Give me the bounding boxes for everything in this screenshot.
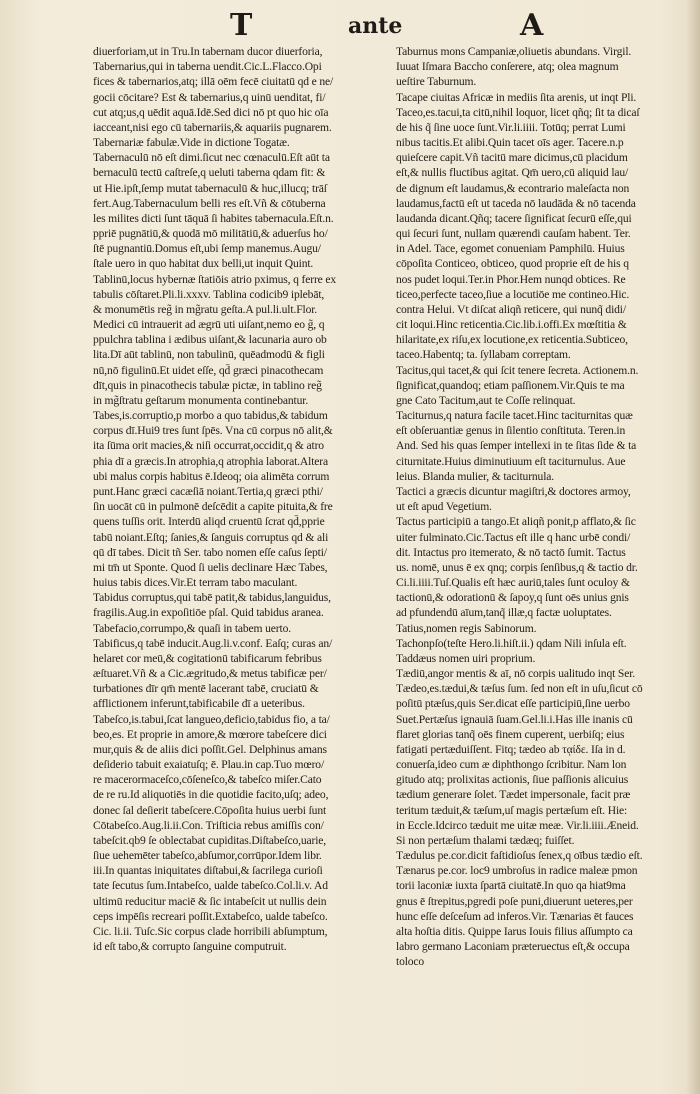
text-line: Taceo,es.tacui,ta citū,nihil loquor, licet qñq; ſit ta dicaſ — [396, 105, 640, 119]
text-line: nos pudet loqui.Ter.in Phor.Hem nunqd obtices. Re — [396, 272, 626, 286]
text-line: dīt,quis in pinacothecis tabulæ pictæ, in tablino reg̃ — [93, 378, 322, 392]
header-initial-right: A — [520, 8, 544, 43]
text-line: Tabernarius,qui in taberna uendit.Cic.L.Flacco.Opi — [93, 60, 322, 74]
text-line: tate ſecutus ſum.Intabeſco, ualde tabeſco.Col.li.v. Ad — [93, 879, 328, 893]
text-line: helaret cor meū,& cogitationū tabificarum febribus — [93, 651, 322, 665]
text-line: ſiue uehemēter tabeſco,abſumor,corrūpor.Idem libr. — [93, 849, 322, 863]
text-line: ultimū reducitur maciē & ſic intabeſcit ut nullis dein — [93, 894, 327, 908]
text-line: labro germano Laconiam præteruectus eſt,& occupa — [396, 940, 630, 954]
text-line: fragilis.Aug.in expoſitiōe pſal. Quid tabidus aranea. — [93, 606, 324, 620]
text-line: laudamus,factū eſt ut taceda nō laudāda & nō tacenda — [396, 196, 636, 210]
text-line: us. nomē, unus ē ex qnq; corpis ſenſibus,q & tactio dr. — [396, 560, 638, 574]
text-line: de dignum eſt laudamus,& econtrario maleſacta non — [396, 181, 630, 195]
text-line: diuerforiam,ut in Tru.In tabernam ducor diuerforia, — [93, 45, 323, 58]
text-line: conuerſa,ideo cum æ diphthongo ſcribitur. Nam lon — [396, 758, 627, 772]
text-line: gnus ē ſtrepitus,pgredi poſe puni,diuerunt ueteres,per — [396, 894, 633, 908]
text-line: ad pfundendū aīum,tanq̃ illæ,q factæ uoluptates. — [396, 606, 612, 620]
text-line: uiter fulminato.Cic.Tactus eſt ille q hanc urbē condi/ — [396, 530, 631, 544]
text-line: id eſt tabo,& corrupto ſanguine computruit. — [93, 940, 287, 954]
text-line: tactionū,& odorationū & ſapoy,q ſunt oēs unius gnis — [396, 591, 629, 605]
text-line: beo,es. Et proprie in amore,& mœrore tabeſcere dici — [93, 727, 327, 741]
text-line: fices & tabernarios,atq; illā oēm fecē ciuitatū qd e ne/ — [93, 75, 334, 89]
text-line: ueſtire Taburnum. — [396, 75, 477, 89]
text-line: gocii cōcitare? Est & tabernarius,q uinū uenditat, fi/ — [93, 90, 326, 104]
text-line: gne Cato Tacitum,aut te Coſſe relinquat. — [396, 393, 576, 407]
text-line: corpus dī.Hui9 tres ſunt ſpēs. Vna cū corpus nō alit,& — [93, 424, 333, 438]
text-line: ticeo,perfecte taceo,ſiue a locutiōe me contineo.Hic. — [396, 287, 630, 301]
text-line: leius. Blanda mulier, & taciturnula. — [396, 469, 555, 483]
text-line: torii laconiæ iuxta ſpartā ciuitatē.In quo qa hiat9ma — [396, 879, 626, 893]
text-line: Suet.Pertæſus ignauiā ſuam.Gel.li.i.Has ille inanis cū — [396, 712, 633, 726]
text-line: Tædulus pe.cor.dicit faſtidioſus ſenex,q oībus tædio eſt. — [396, 849, 643, 863]
text-line: iii.In quantas iniquitates diſtabui,& ſacrilega curioſi — [93, 864, 323, 878]
text-line: ut eſt apud Vegetium. — [396, 500, 492, 514]
text-line: Tædeo,es.tædui,& tæſus ſum. ſed non eſt in uſu,ſicut cō — [396, 682, 643, 696]
text-line: in mg̃ſtratu geſtarum monumenta continebantur. — [93, 393, 309, 407]
text-line: Tabificus,q tabē inducit.Aug.li.v.conf. Eaſq; curas an/ — [93, 636, 333, 650]
text-line: Iuuat Iſmara Baccho conſerere, atq; olea magnum — [396, 60, 619, 74]
text-line: donec ſal deſierit tabeſcere.Cōpoſita huius uerbi ſunt — [93, 803, 327, 817]
text-line: Tænarus pe.cor. loc9 umbroſus in radice maleæ pmon — [396, 864, 638, 878]
text-line: hunc eſſe deſceſum ad inferos.Vir. Tænarias ēt fauces — [396, 909, 634, 923]
text-line: Tactus participiū a tango.Et aliqñ ponit,p afflato,& ſic — [396, 515, 636, 529]
text-line: fert.Aug.Tabernaculum belli res eſt.Vñ & cōtuberna — [93, 196, 326, 210]
text-line: de re ru.Id aliquotiēs in die quotidie facito,uſq; adeo, — [93, 788, 329, 802]
text-line: Tabernariæ fabulæ.Vide in dictione Togatæ. — [93, 136, 290, 150]
text-line: Tablinū,locus hybernæ ſtatiōis atrio pximus, q ferre ex — [93, 272, 337, 286]
text-line: mur,quis & de aliis dici poſſit.Gel. Delphinus amans — [93, 742, 327, 756]
text-line: turbationes dīr qm̄ mentē lacerant tabē, cruciatū & — [93, 682, 319, 696]
text-line: ſignificat,quandoq; etiam paſſionem.Vir.Quis te ma — [396, 378, 625, 392]
text-line: punt.Hanc græci cacæſiā noiant.Tertia,q græci pthi/ — [93, 484, 323, 498]
text-line: lita.Dī aūt tablinū, non tabulinū, quēadmodū & figli — [93, 348, 325, 362]
text-line: cōpoſita Conticeo, obticeo, quod proprie eſt de his q — [396, 257, 629, 271]
text-line: Tabefacio,corrumpo,& quaſi in tabem uerto. — [93, 621, 291, 635]
text-line: iacceant,nisi ego cū tabernariis,& aquariis pugnarem. — [93, 120, 332, 134]
text-line: Taburnus mons Campaniæ,oliuetis abundans. Virgil. — [396, 45, 632, 58]
text-line: Si non pertæſum thalami tædæq; fuiſſet. — [396, 833, 575, 847]
text-line: citurnitate.Huius diminutiuum eſt taciturnulus. Aue — [396, 454, 626, 468]
text-line: quieſcere capit.Vñ tacitū mare dicimus,cū placidum — [396, 151, 628, 165]
text-line: Ci.li.iiii.Tuſ.Qualis eſt hæc auriū,tales ſunt oculoy & — [396, 576, 630, 590]
text-line: Tatius,nomen regis Sabinorum. — [396, 621, 537, 635]
text-line: huius tabis dices.Vir.Et terram tabo maculant. — [93, 576, 298, 590]
text-line: Cic. li.ii. Tuſc.Sic corpus clade horribili abſumptum, — [93, 924, 328, 938]
text-line: afflictionem inferunt,tabificabile dī a ueteribus. — [93, 697, 305, 711]
text-line: mi tm̄ ut Sponte. Quod ſi uelis declinare Hæc Tabes, — [93, 560, 328, 574]
text-line: eſt obſeruantiæ genus in ſilentio conſtituta. Teren.in — [396, 424, 626, 438]
text-line: deſiderio tabuit exaiatuſq; ē. Plau.in cap.Tuo mœro/ — [93, 758, 325, 772]
text-line: qui ſecuri ſunt, nullam quærendi cauſam habent. Ter. — [396, 227, 631, 241]
text-line: ſtale uero in quo habitat dux belli,ut inquit Quint. — [93, 257, 314, 271]
text-line: Tacitus,qui tacet,& qui ſcit tenere ſecreta. Actionem.n. — [396, 363, 639, 377]
text-line: in Eccle.Idcirco tæduit me uitæ meæ. Vir.li.iiii.Æneid. — [396, 818, 639, 832]
text-line: qū dī tabes. Dicit tñ Ser. tabo nomen eſſe caſus ſepti/ — [93, 545, 327, 559]
text-line: nibus tacitis.Et alibi.Quin tacet oīs ager. Tacere.n.p — [396, 136, 624, 150]
header-word: ante — [348, 13, 403, 39]
text-line: hilaritate,ex riſu,ex locutione,ex reticentia.Subticeo, — [396, 333, 628, 347]
text-line: Tabidus corruptus,qui tabē patit,& tabidus,languidus, — [93, 591, 331, 605]
text-line: Cōtabeſco.Aug.li.ii.Con. Triſticia rebus amiſſis con/ — [93, 818, 324, 832]
text-line: tædium generare ſolet. Tædet impersonale, facit præ — [396, 788, 631, 802]
text-line: ut Hie.ipſt,ſemp mutat tabernaculū & huc,illucq; trāſ — [93, 181, 327, 195]
text-line: re macerormaceſco,cōſeneſco,& tabeſco miſer.Cato — [93, 773, 322, 787]
left-column — [93, 44, 389, 954]
text-line: ppulchra tablina i ædibus uiſant,& lacunaria auro ob — [93, 333, 327, 347]
text-line: tabū noiant.Eſtq; ſanies,& ſanguis corruptus qd & ali — [93, 530, 329, 544]
text-line: les milites dicti ſunt tāquā ſi habites tabernacula.Eſt.n. — [93, 211, 334, 225]
text-line: laudanda dicant.Qñq; tacere ſignificat ſecurū eſſe,qui — [396, 211, 632, 225]
text-line: Tabernaculū nō eſt dimi.ſicut nec cœnaculū.Eſt aūt ta — [93, 151, 330, 165]
text-line: Medici cū intrauerit ad ægrū uti uiſant,nemo eo g̃, q — [93, 318, 325, 332]
text-line: nū,nō figulinū.Et uidet eſſe, qd̄ græci pinacothecam — [93, 363, 324, 377]
text-line: ita ſūma orit macies,& niſi occurrat,occidit,q & atro — [93, 439, 324, 453]
header-initial-left: T — [230, 8, 253, 43]
text-line: tabeſcit.qb9 ſe oblectabat cupiditas.Diſtabeſco,uarie, — [93, 833, 327, 847]
text-line: teritum tæduit,& tæſum,uſ magis pertæſum eſt. Hie: — [396, 803, 628, 817]
text-line: And. Sed his quas ſemper intellexi in te ſitas ſide & ta — [396, 439, 637, 453]
text-line: Tædiū,angor mentis & aī, nō corpis ualitudo inqt Ser. — [396, 667, 636, 681]
text-line: gitudo atq; prolixitas actionis, ſiue paſſionis alicuius — [396, 773, 629, 787]
running-header — [0, 6, 700, 46]
text-line: dit. Intactus pro itemerato, & nō tactō ſumit. Tactus — [396, 545, 626, 559]
text-line: & monumētis reg̃ in mg̃ratu geſta.A pul.li.ult.Flor. — [93, 302, 318, 316]
text-line: cit loqui.Hinc reticentia.Cic.lib.i.offi.Ex mœſtitia & — [396, 318, 627, 332]
text-line: Tabeſco,is.tabui,ſcat langueo,deficio,tabidus fio, a ta/ — [93, 712, 330, 726]
text-line: flaret glorias tanq̃ oēs finem cuperent, uerbiſq; eius — [396, 727, 625, 741]
text-line: quens tuſſis orit. Interdū aliqd cruentū ſcrat qd̄,pprie — [93, 515, 325, 529]
text-line: Taddæus nomen uiri proprium. — [396, 651, 536, 665]
text-line: bernaculū tectū caſtreſe,q ueluti taberna qdam fit: & — [93, 166, 326, 180]
text-line: cut atq;us,q uēdit aquā.Idē.Sed dici nō pt quo hic oīa — [93, 105, 329, 119]
text-line: ceps impēſis recreari poſſit.Extabeſco, ualde tabeſco. — [93, 909, 328, 923]
page-edge-shadow — [686, 0, 700, 1094]
text-line: Tabes,is.corruptio,p morbo a quo tabidus,& tabidum — [93, 409, 328, 423]
text-line: ppriē pugnātiū,& quodā mō militātiū,& aduerſus ho/ — [93, 227, 328, 241]
text-line: æſtuaret.Vñ & a Cic.ægritudo,& metus tabificæ per/ — [93, 667, 327, 681]
text-line: de his q̃ ſine uoce ſunt.Vir.li.iiii. Totūq; perrat Lumi — [396, 120, 626, 134]
text-line: ſtē pugnantiū.Domus eſt,ubi ſemp manemus.Augu/ — [93, 242, 321, 256]
text-line: Tacape ciuitas Africæ in mediis ſita arenis, ut inqt Pli. — [396, 90, 637, 104]
text-line: ubi malus corpis habitus ē.Ideoq; oia alimēta corrum — [93, 469, 330, 483]
text-line: Tactici a græcis dicuntur magiſtri,& doctores armoy, — [396, 484, 631, 498]
text-line: in Adel. Tace, egomet conueniam Pamphilū. Huius — [396, 242, 625, 256]
text-line: contra Helui. Vt diſcat aliqñ reticere, qui nunq̃ didi/ — [396, 302, 626, 316]
text-line: toloco — [396, 955, 425, 969]
text-line: ſin uocāt cū in pulmonē deſcēdit a capite pituita,& fre — [93, 500, 333, 514]
text-line: Tachonpſo(teſte Hero.li.hiſt.ii.) qdam Nili inſula eſt. — [396, 636, 627, 650]
text-line: phia dī a græcis.In atrophia,q atrophia laborat.Altera — [93, 454, 328, 468]
text-line: tabulis cōſtaret.Pli.li.xxxv. Tablina codicib9 iplebāt, — [93, 287, 325, 301]
text-line: Taciturnus,q natura facile tacet.Hinc taciturnitas quæ — [396, 409, 633, 423]
text-line: taceo.Habentq; ta. ſyllabam correptam. — [396, 348, 571, 362]
text-line: fatigati pertæduiſſent. Fitq; tædeo ab τᾳίδε. Iſa in d. — [396, 742, 626, 756]
text-line: poſitū ptæſus,quis Ser.dicat eſſe participiū,ſine uerbo — [396, 697, 630, 711]
text-line: eſt,& nullis fluctibus agitat. Qm̄ uero,cū aliquid lau/ — [396, 166, 629, 180]
right-column — [396, 44, 692, 969]
text-line: alta hoſtia ditis. Quippe Iarus Iouis filius aſſumpto ca — [396, 924, 633, 938]
